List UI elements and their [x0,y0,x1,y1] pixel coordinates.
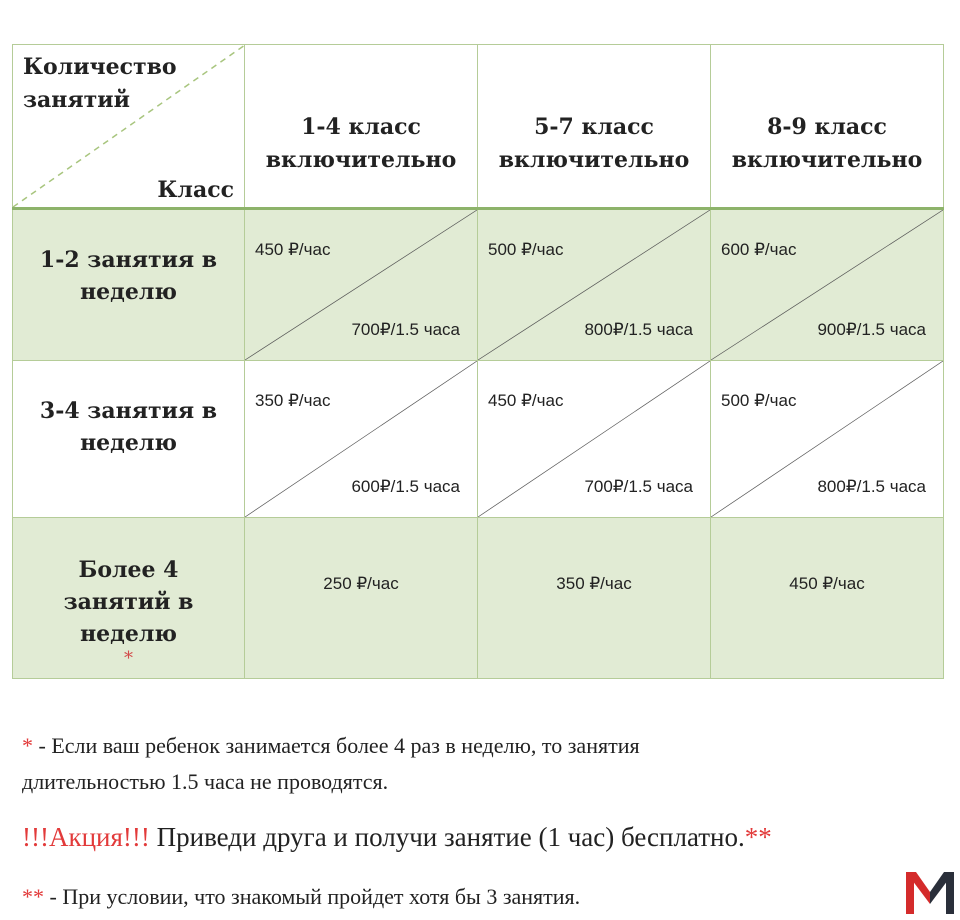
footnote-marker: ** [22,884,44,909]
row-header-2 [13,361,245,518]
price-per-hour: 350 ₽/час [556,574,632,593]
price-per-hour: 350 ₽/час [255,391,331,410]
grade-label: включительно [265,147,457,173]
price-per-1-5-hours: 700₽/1.5 часа [584,477,693,496]
row-label: неделю [80,430,177,456]
footnote-text: - Если ваш ребенок занимается более 4 раз в неделю, то занятия [33,733,640,758]
corner-label-quantity [23,51,223,117]
row-label: занятий в [63,589,194,615]
price-per-hour: 450 ₽/час [488,391,564,410]
footnote-marker: ** [744,822,772,852]
table-row [13,361,944,518]
grade-header-1 [245,45,478,209]
promo-line [22,817,922,857]
price-per-1-5-hours: 800₽/1.5 часа [584,320,693,339]
corner-label-line: занятий [23,87,130,113]
grade-label: 5-7 класс [534,114,654,140]
price-cell [711,518,944,679]
price-per-1-5-hours: 700₽/1.5 часа [351,320,460,339]
price-per-1-5-hours: 900₽/1.5 часа [817,320,926,339]
promo-label: !!!Акция!!! [22,822,150,852]
footnote-double-asterisk [22,880,882,914]
price-cell [711,361,944,518]
corner-label-grade: Класс [157,177,234,203]
corner-cell [13,45,245,209]
price-per-hour: 450 ₽/час [789,574,865,593]
price-cell [245,361,478,518]
grade-label: 1-4 класс [301,114,421,140]
footnote-marker: * [22,733,33,758]
price-per-hour: 250 ₽/час [323,574,399,593]
footnote-text: длительностью 1.5 часа не проводятся. [22,769,389,794]
grade-label: включительно [731,147,923,173]
row-label: 1-2 занятия в [39,247,218,273]
price-cell [478,361,711,518]
price-per-hour: 500 ₽/час [488,240,564,259]
table-header-row [13,45,944,209]
grade-label: включительно [498,147,690,173]
grade-header-3 [711,45,944,209]
price-per-hour: 500 ₽/час [721,391,797,410]
row-header-3 [13,518,245,679]
price-cell [711,209,944,361]
table-row [13,518,944,679]
footnote-single-asterisk [22,728,882,800]
price-per-hour: 600 ₽/час [721,240,797,259]
promo-text: Приведи друга и получи занятие (1 час) бесплатно. [149,822,745,852]
price-cell [478,209,711,361]
footnote-asterisk: * [124,648,133,669]
corner-label-line: Количество [23,54,177,80]
row-label: 3-4 занятия в [39,398,218,424]
price-table [12,44,944,679]
row-label: Более 4 [78,557,179,583]
price-per-1-5-hours: 800₽/1.5 часа [817,477,926,496]
row-label: неделю [80,279,177,305]
price-cell [245,518,478,679]
grade-label: 8-9 класс [767,114,887,140]
row-label: неделю [80,621,177,647]
grade-header-2 [478,45,711,209]
price-cell [478,518,711,679]
price-per-1-5-hours: 600₽/1.5 часа [351,477,460,496]
m-logo-icon [904,868,956,916]
footnote-text: - При условии, что знакомый пройдет хотя бы 3 занятия. [44,884,581,909]
price-cell [245,209,478,361]
row-header-1 [13,209,245,361]
table-row [13,209,944,361]
price-per-hour: 450 ₽/час [255,240,331,259]
